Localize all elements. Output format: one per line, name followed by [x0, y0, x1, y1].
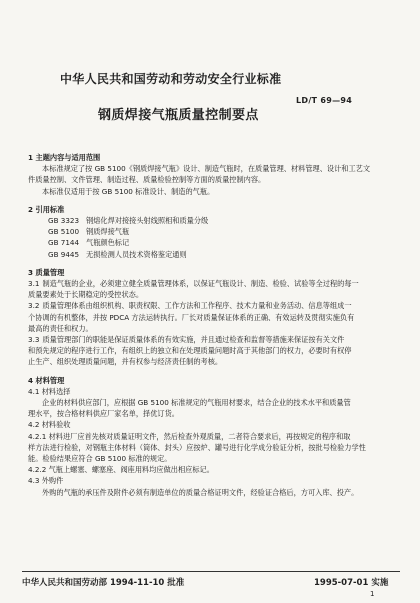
approval-line: 中华人民共和国劳动部 1994-11-10 批准 [22, 578, 185, 588]
clause-text: 质量管理部门的职能是保证质量体系的有效实施，并且通过检查和监督等措施来保证按有关文件 [42, 335, 345, 345]
clause-text: 个协调的有机整体，并按 PDCA 方法运转执行。厂长对质量保证体系的正确、有效运转及贯彻实施负有 [28, 312, 355, 322]
reference-code: GB 7144 [48, 238, 80, 248]
clause-text: 能。检验结果应符合 GB 5100 标准的规定。 [28, 454, 172, 464]
standard-organization: 中华人民共和国劳动和劳动安全行业标准 [60, 72, 282, 86]
reference-code: GB 3323 [48, 216, 80, 226]
reference-name: 钢熔化焊对接接头射线照相和质量分级 [86, 216, 209, 226]
section-heading-1: 1 主题内容与适用范围 [28, 153, 101, 162]
paragraph: 本标准仅适用于按 GB 5100 标准设计、制造的气瓶。 [42, 186, 215, 196]
clause-number: 3.3 [28, 335, 40, 345]
clause-text: 4.2.1 材料进厂应首先核对质量证明文件，然后检查外观质量，二者符合要求后，再按规定的程序和取 [28, 431, 351, 441]
document-body [28, 152, 392, 498]
reference-item [28, 226, 392, 237]
reference-name: 气瓶颜色标记 [86, 238, 130, 248]
reference-item [28, 215, 392, 226]
reference-item [28, 237, 392, 248]
paragraph: 本标准规定了按 GB 5100《钢质焊接气瓶》设计、制造气瓶时，在质量管理、材料管理、设计和工艺文 [42, 164, 371, 174]
paragraph: 理水平，按合格材料供应厂家名单，择优订货。 [28, 409, 179, 419]
subclause-heading: 4.1 材料选择 [28, 386, 71, 396]
paragraph: 件质量控制、文件管理、制造过程、质量检验控制等方面的质量控制内容。 [28, 175, 266, 185]
page-number: 1 [370, 590, 375, 598]
reference-code: GB 9445 [48, 249, 80, 259]
section-heading-3: 3 质量管理 [28, 267, 65, 277]
section-heading-2: 2 引用标准 [28, 204, 65, 214]
subclause-heading: 4.3 外购件 [28, 476, 64, 486]
standard-code: LD/T 69—94 [296, 96, 353, 105]
reference-item [28, 249, 392, 260]
reference-name: 钢质焊接气瓶 [86, 227, 130, 237]
reference-code: GB 5100 [48, 227, 80, 237]
clause-text: 止生产、组织处理质量问题，并有权参与经济责任制的考核。 [28, 357, 223, 367]
section-heading-4: 4 材料管理 [28, 375, 65, 385]
clause-number: 3.1 [28, 279, 40, 289]
paragraph: 企业的材料供应部门，应根据 GB 5100 标准规定的气瓶用材要求，结合企业的技术水平和质量管 [42, 398, 351, 408]
footer-divider [22, 571, 400, 572]
implementation-date: 1995-07-01 实施 [314, 578, 389, 588]
clause-text: 质量管理体系由组织机构、职责权限、工作方法和工作程序、技术力量和业务活动、信息等组成一 [42, 301, 352, 311]
clause-text: 最高的责任和权力。 [28, 323, 93, 333]
clause-3-1 [28, 278, 392, 289]
clause-3-2 [28, 300, 392, 311]
paragraph: 外购的气瓶的承压件及附件必须有制造单位的质量合格证明文件，经验证合格后，方可入库、投产。 [42, 487, 359, 497]
clause-text: 制造气瓶的企业，必须建立健全质量管理体系，以保证气瓶设计、制造、检验、试验等全过程的每一 [42, 279, 359, 289]
clause-text: 4.2.2 气瓶上螺塞、螺塞座、阀座用料均应做出相应标记。 [28, 465, 214, 475]
clause-3-3 [28, 334, 392, 345]
reference-name: 无损检测人员技术资格鉴定通则 [86, 249, 187, 259]
document-title: 钢质焊接气瓶质量控制要点 [98, 108, 259, 123]
clause-text: 和预先规定的程序进行工作，有组织上的独立和在处理质量问题时高于其他部门的权力，必要时有权停 [28, 346, 352, 356]
clause-number: 3.2 [28, 301, 40, 311]
clause-text: 样方法进行检验，对钢瓶主体材料（筒体、封头）应按炉、罐号进行化学成分验证分析，按批号检验力学性 [28, 442, 366, 452]
subclause-heading: 4.2 材料验收 [28, 420, 71, 430]
clause-text: 质量要素处于长期稳定的受控状态。 [28, 290, 144, 300]
